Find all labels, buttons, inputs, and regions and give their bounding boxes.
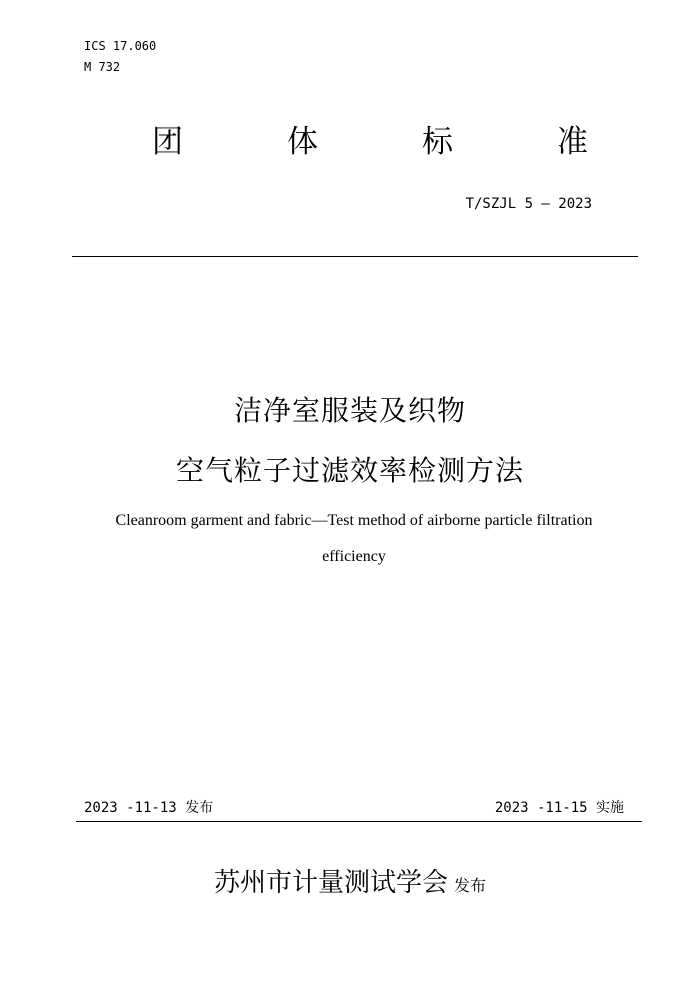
ics-code: ICS 17.060 — [84, 39, 157, 53]
standard-number: T/SZJL 5 – 2023 — [465, 196, 592, 212]
bottom-divider — [76, 821, 642, 822]
standard-type-char: 团 — [152, 123, 183, 160]
standard-type-char: 准 — [557, 123, 588, 160]
classification-code: M 732 — [84, 60, 121, 74]
standard-type-heading — [152, 116, 588, 160]
publisher-block — [0, 862, 700, 899]
top-divider — [72, 256, 638, 257]
title-zh-line-1: 洁净室服装及织物 — [233, 394, 466, 427]
title-zh-line-2: 空气粒子过滤效率检测方法 — [175, 454, 524, 487]
title-en-line-2: efficiency — [322, 548, 386, 565]
standard-type-char: 标 — [422, 123, 453, 160]
publisher-suffix: 发布 — [454, 876, 487, 895]
standard-type-char: 体 — [287, 123, 318, 160]
issue-date: 2023 -11-13 发布 — [84, 800, 214, 816]
effective-date: 2023 -11-15 实施 — [494, 800, 624, 816]
publisher-name: 苏州市计量测试学会 — [213, 868, 448, 898]
title-en-line-1: Cleanroom garment and fabric—Test method of airborne particle filtration — [115, 512, 593, 529]
